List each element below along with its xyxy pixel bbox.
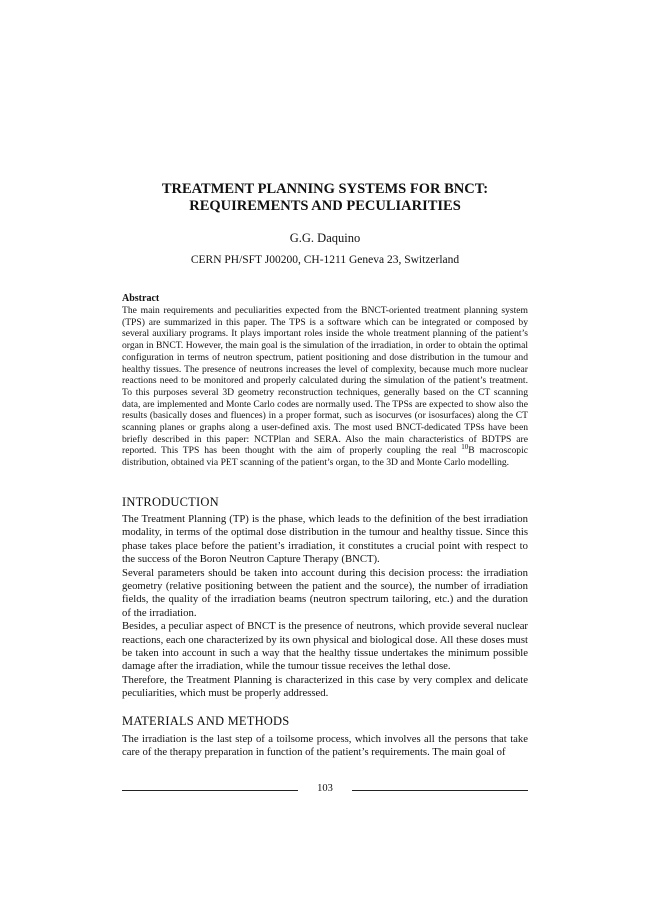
methods-paragraph-1: The irradiation is the last step of a toilsome process, which involves all the persons that take care of the therapy preparation in function of the patient’s requirements. The main goal of [122,733,528,759]
intro-paragraph-2: Several parameters should be taken into account during this decision process: the irradiation geometry (relative positioning between the patient and the source), the number of irradiation fields, the quality of the irradiation beams (neutron spectrum tailoring, etc.) and the duration of the irradiation. [122,566,528,619]
intro-paragraph-4: Therefore, the Treatment Planning is characterized in this case by very complex and delicate peculiarities, which must be properly addressed. [122,673,528,700]
paper-title [120,181,530,215]
introduction-body [122,513,528,701]
introduction-heading: INTRODUCTION [122,495,219,509]
abstract-text-part-1: The main requirements and peculiarities expected from the BNCT-oriented treatment planning system (TPS) are summarized in this paper. The TPS is a software which can be integrated or composed by several auxiliary programs. It plays important roles inside the whole treatment planning of the patient’s organ in BNCT. However, the main goal is the simulation of the irradiation, in order to obtain the optimal configuration in terms of neutron spectrum, patient positioning and dose distribution in the tumour and healthy tissues. The presence of neutrons increases the level of complexity, because much more nuclear reactions need to be monitored and properly calculated during the simulation of the patient’s treatment. To this purposes several 3D geometry reconstruction techniques, generally based on the CT scanning data, are implemented and Monte Carlo codes are normally used. The TPSs are expected to show also the results (basically doses and fluences) in a proper format, such as isocurves (or isosurfaces) along the CT scanning planes or graphs along a user-defined axis. The most used BNCT-dedicated TPSs have been briefly described in this paper: NCTPlan and SERA. Also the main characteristics of BDTPS are reported. This TPS has been thought with the aim of properly coupling the real [122,305,528,457]
methods-body [122,733,528,760]
title-line-1: TREATMENT PLANNING SYSTEMS FOR BNCT: [161,181,489,197]
abstract-text [122,305,528,469]
intro-paragraph-1: The Treatment Planning (TP) is the phase, which leads to the definition of the best irradiation modality, in terms of the optimal dose distribution in the tumour and healthy tissue. Since this phase takes place before the patient’s irradiation, it constitutes a crucial point with respect to the success of the Boron Neutron Capture Therapy (BNCT). [122,513,528,566]
author-affiliation: CERN PH/SFT J00200, CH-1211 Geneva 23, Switzerland [190,254,460,266]
abstract-block [122,293,528,469]
abstract-text-part-2: B macroscopic distribution, obtained via PET scanning of the patient’s organ, to the 3D and Monte Carlo modelling. [122,445,529,469]
methods-heading: MATERIALS AND METHODS [122,714,290,728]
title-line-2: REQUIREMENTS AND PECULIARITIES [189,198,461,214]
page-footer [122,783,528,799]
footer-rule-right [352,790,528,791]
intro-paragraph-3: Besides, a peculiar aspect of BNCT is the presence of neutrons, which provide several nuclear reactions, each one characterized by its own physical and biological dose. All these doses must be taken into account in such a way that the healthy tissue undertakes the minimum possible damage after the irradiation, while the tumour tissue receives the lethal dose. [122,620,528,673]
abstract-superscript: 10 [461,443,469,452]
abstract-heading: Abstract [122,293,160,304]
author-name: G.G. Daquino [289,231,361,245]
page-number: 103 [317,783,333,794]
